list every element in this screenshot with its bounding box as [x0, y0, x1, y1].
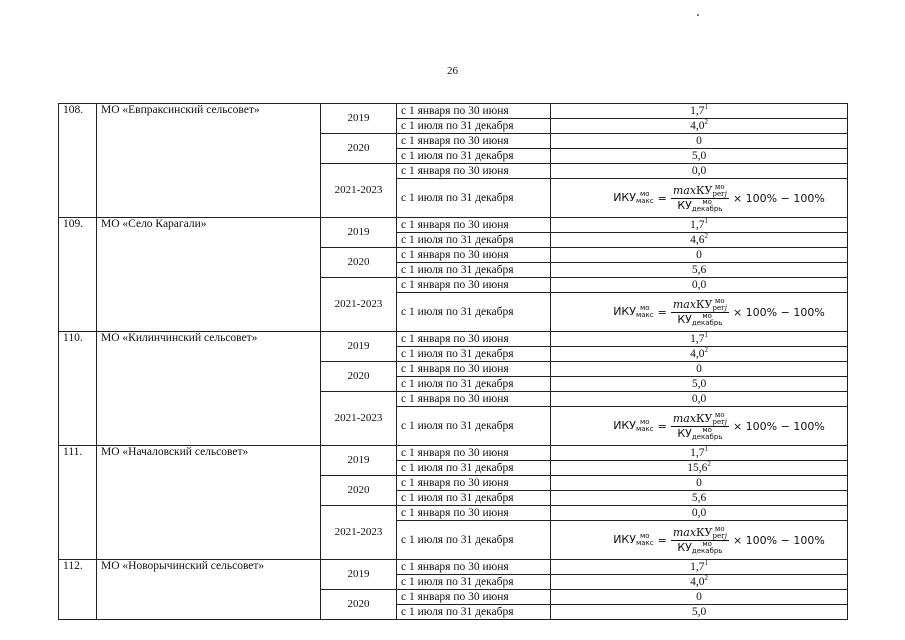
value-text: 5,0: [691, 149, 707, 162]
tariff-formula: [613, 412, 825, 441]
value-text: 5,6: [691, 263, 707, 276]
period-cell: с 1 января по 30 июня: [397, 476, 551, 491]
municipality-name: МО «Село Карагали»: [97, 218, 321, 332]
municipality-name: МО «Новорычинский сельсовет»: [97, 560, 321, 620]
year-cell: 2020: [321, 134, 397, 164]
period-cell: с 1 января по 30 июня: [397, 362, 551, 377]
period-cell: с 1 июля по 31 декабря: [397, 233, 551, 248]
period-cell: с 1 июля по 31 декабря: [397, 263, 551, 278]
value-cell: [551, 233, 848, 248]
value-cell: [551, 347, 848, 362]
value-text: 0: [696, 248, 702, 261]
formula-numerator: maxКУ мо регj: [672, 182, 727, 198]
value-text: 5,6: [691, 491, 707, 504]
entry-number: 109.: [59, 218, 97, 332]
year-cell: 2020: [321, 248, 397, 278]
period-cell: с 1 июля по 31 декабря: [397, 407, 551, 446]
formula-lhs: ИКУ мо макс: [613, 418, 654, 433]
year-cell: 2019: [321, 560, 397, 590]
period-cell: с 1 января по 30 июня: [397, 278, 551, 293]
value-text: 4,6: [690, 233, 705, 246]
value-cell: [551, 104, 848, 119]
year-cell: 2020: [321, 590, 397, 620]
period-cell: с 1 января по 30 июня: [397, 164, 551, 179]
value-cell: [551, 506, 848, 521]
value-text: 5,0: [691, 605, 707, 618]
formula-equals: =: [657, 533, 667, 547]
formula-denominator: КУ мо декабрь: [677, 197, 723, 213]
value-text: 0,0: [691, 506, 707, 519]
value-text: 1,7: [690, 218, 705, 231]
year-cell: 2021-2023: [321, 506, 397, 560]
value-text: 0,0: [691, 164, 707, 177]
period-cell: с 1 июля по 31 декабря: [397, 377, 551, 392]
period-cell: с 1 июля по 31 декабря: [397, 179, 551, 218]
formula-denominator: КУ мо декабрь: [677, 311, 723, 327]
formula-tail: × 100% − 100%: [732, 419, 825, 433]
value-cell: [551, 446, 848, 461]
formula-cell: [551, 521, 848, 560]
period-cell: с 1 июля по 31 декабря: [397, 293, 551, 332]
period-cell: с 1 января по 30 июня: [397, 104, 551, 119]
value-cell: [551, 332, 848, 347]
value-cell: [551, 476, 848, 491]
formula-lhs: ИКУ мо макс: [613, 190, 654, 205]
table-row: [59, 332, 848, 347]
formula-denominator: КУ мо декабрь: [677, 539, 723, 555]
municipality-name: МО «Евпраксинский сельсовет»: [97, 104, 321, 218]
scan-speck: [697, 14, 699, 16]
entry-number: 112.: [59, 560, 97, 620]
formula-fraction: [671, 298, 729, 327]
period-cell: с 1 июля по 31 декабря: [397, 605, 551, 620]
value-cell: [551, 119, 848, 134]
value-text: 5,0: [691, 377, 707, 390]
formula-lhs: ИКУ мо макс: [613, 304, 654, 319]
period-cell: с 1 июля по 31 декабря: [397, 575, 551, 590]
value-cell: [551, 491, 848, 506]
value-cell: [551, 590, 848, 605]
entry-number: 111.: [59, 446, 97, 560]
footnote-mark: 1: [704, 102, 708, 111]
footnote-mark: 2: [704, 231, 708, 240]
value-cell: [551, 377, 848, 392]
value-text: 1,7: [690, 332, 705, 345]
formula-cell: [551, 293, 848, 332]
formula-equals: =: [657, 191, 667, 205]
page-number: 26: [447, 65, 458, 77]
period-cell: с 1 июля по 31 декабря: [397, 461, 551, 476]
municipality-name: МО «Килинчинский сельсовет»: [97, 332, 321, 446]
formula-tail: × 100% − 100%: [732, 533, 825, 547]
formula-fraction: [671, 412, 729, 441]
period-cell: с 1 июля по 31 декабря: [397, 491, 551, 506]
period-cell: с 1 июля по 31 декабря: [397, 119, 551, 134]
value-text: 1,7: [690, 446, 705, 459]
formula-equals: =: [657, 419, 667, 433]
period-cell: с 1 января по 30 июня: [397, 218, 551, 233]
value-cell: [551, 605, 848, 620]
formula-fraction: [671, 184, 729, 213]
period-cell: с 1 января по 30 июня: [397, 134, 551, 149]
year-cell: 2019: [321, 218, 397, 248]
value-cell: [551, 164, 848, 179]
formula-equals: =: [657, 305, 667, 319]
value-text: 4,0: [690, 575, 705, 588]
formula-tail: × 100% − 100%: [732, 191, 825, 205]
year-cell: 2021-2023: [321, 164, 397, 218]
value-cell: [551, 248, 848, 263]
entry-number: 110.: [59, 332, 97, 446]
period-cell: с 1 января по 30 июня: [397, 446, 551, 461]
footnote-mark: 1: [704, 216, 708, 225]
formula-cell: [551, 407, 848, 446]
period-cell: с 1 января по 30 июня: [397, 248, 551, 263]
year-cell: 2019: [321, 104, 397, 134]
period-cell: с 1 июля по 31 декабря: [397, 149, 551, 164]
year-cell: 2019: [321, 332, 397, 362]
formula-numerator: maxКУ мо регj: [672, 524, 727, 540]
formula-cell: [551, 179, 848, 218]
formula-tail: × 100% − 100%: [732, 305, 825, 319]
value-cell: [551, 263, 848, 278]
value-cell: [551, 149, 848, 164]
footnote-mark: 2: [704, 573, 708, 582]
formula-numerator: maxКУ мо регj: [672, 296, 727, 312]
footnote-mark: 1: [704, 330, 708, 339]
value-text: 4,0: [690, 347, 705, 360]
table-row: [59, 218, 848, 233]
year-cell: 2021-2023: [321, 392, 397, 446]
municipality-name: МО «Началовский сельсовет»: [97, 446, 321, 560]
table-row: [59, 446, 848, 461]
footnote-mark: 1: [704, 558, 708, 567]
period-cell: с 1 января по 30 июня: [397, 506, 551, 521]
footnote-mark: 2: [704, 117, 708, 126]
year-cell: 2020: [321, 362, 397, 392]
year-cell: 2019: [321, 446, 397, 476]
value-cell: [551, 278, 848, 293]
formula-denominator: КУ мо декабрь: [677, 425, 723, 441]
value-text: 0: [696, 134, 702, 147]
tariff-formula: [613, 184, 825, 213]
tariff-formula: [613, 526, 825, 555]
period-cell: с 1 июля по 31 декабря: [397, 521, 551, 560]
period-cell: с 1 января по 30 июня: [397, 590, 551, 605]
period-cell: с 1 июля по 31 декабря: [397, 347, 551, 362]
footnote-mark: 2: [704, 345, 708, 354]
entry-number: 108.: [59, 104, 97, 218]
value-cell: [551, 218, 848, 233]
formula-fraction: [671, 526, 729, 555]
value-cell: [551, 461, 848, 476]
value-cell: [551, 560, 848, 575]
footnote-mark: 2: [707, 459, 711, 468]
value-text: 4,0: [690, 119, 705, 132]
value-text: 0,0: [691, 392, 707, 405]
value-cell: [551, 575, 848, 590]
tariff-formula: [613, 298, 825, 327]
value-text: 0: [696, 476, 702, 489]
formula-lhs: ИКУ мо макс: [613, 532, 654, 547]
value-text: 0,0: [691, 278, 707, 291]
year-cell: 2021-2023: [321, 278, 397, 332]
value-text: 1,7: [690, 560, 705, 573]
value-text: 0: [696, 362, 702, 375]
formula-numerator: maxКУ мо регj: [672, 410, 727, 426]
period-cell: с 1 января по 30 июня: [397, 332, 551, 347]
value-text: 0: [696, 590, 702, 603]
value-cell: [551, 392, 848, 407]
table-row: [59, 104, 848, 119]
year-cell: 2020: [321, 476, 397, 506]
value-text: 1,7: [690, 104, 705, 117]
value-cell: [551, 134, 848, 149]
tariff-table: [58, 103, 848, 620]
value-cell: [551, 362, 848, 377]
footnote-mark: 1: [704, 444, 708, 453]
table-row: [59, 560, 848, 575]
period-cell: с 1 января по 30 июня: [397, 392, 551, 407]
period-cell: с 1 января по 30 июня: [397, 560, 551, 575]
value-text: 15,6: [687, 461, 708, 474]
